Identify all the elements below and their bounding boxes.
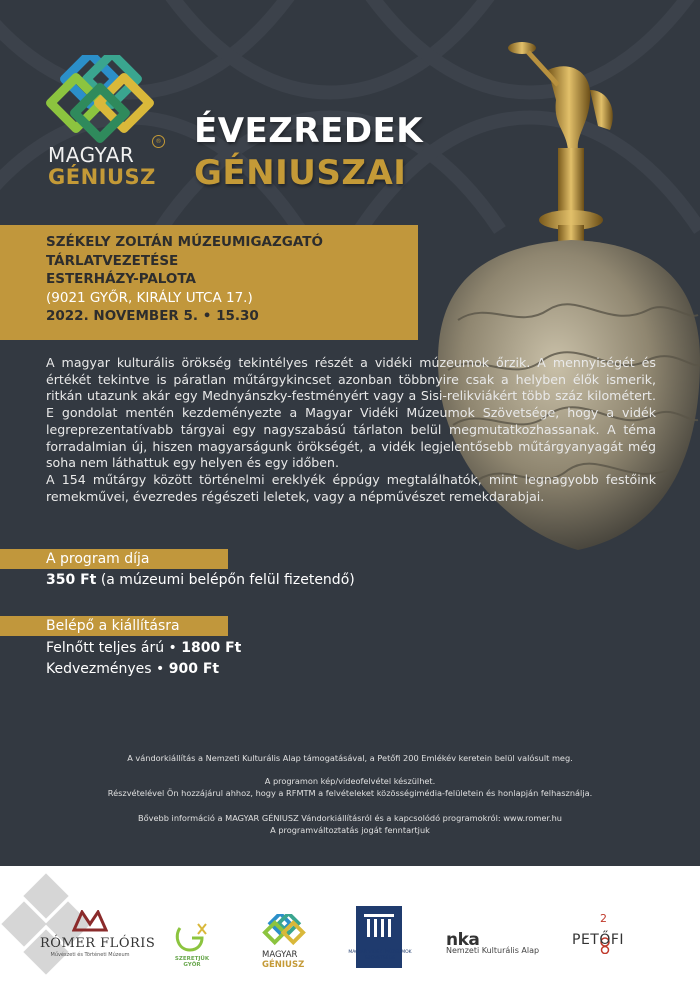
- description-paragraph-2: A 154 műtárgy között történelmi ereklyék éppúgy megtalálhatók, mint legnagyobb festőink remekművei, évezredes régészeti leletek, vagy a népművészet remekdarabjai.: [46, 471, 656, 504]
- petofi-logo-text: PETŐFI: [572, 932, 625, 948]
- support-note: A vándorkiállítás a Nemzeti Kulturális Alap támogatásával, a Petőfi 200 Emlékév keretein belül valósult meg.: [127, 753, 573, 763]
- svg-text:2: 2: [600, 912, 607, 925]
- recording-note-2: Részvételével Ön hozzájárul ahhoz, hogy a RFMTM a felvételeket közösségimédia-felületein és honlapján felhasználja.: [107, 788, 593, 798]
- event-datetime: 2022. NOVEMBER 5. • 15.30: [46, 308, 259, 324]
- brand-geniusz: GÉNIUSZ: [48, 165, 156, 189]
- registered-mark: ®: [152, 135, 165, 148]
- exhibition-description: [46, 355, 656, 505]
- mg-small-line-2: GÉNIUSZ: [262, 960, 305, 970]
- mvmsz-text: MAGYAR VIDÉKI MÚZEUMOK SZÖVETSÉGE: [348, 950, 412, 961]
- mg-small-line-1: MAGYAR: [262, 950, 298, 960]
- event-type: TÁRLATVEZETÉSE: [46, 252, 179, 269]
- knot-icon: [44, 55, 156, 143]
- changes-note: A programváltoztatás jogát fenntartjuk: [270, 825, 430, 835]
- event-guide: SZÉKELY ZOLTÁN MÚZEUMIGAZGATÓ: [46, 234, 323, 250]
- event-address: (9021 GYŐR, KIRÁLY UTCA 17.): [46, 289, 253, 306]
- szeretjuk-gyor-text: SZERETJÜK GYŐR: [174, 956, 210, 968]
- adult-ticket-line: [46, 640, 241, 656]
- columns-icon: [356, 906, 402, 946]
- sponsor-footer: [0, 866, 700, 993]
- program-note: (a múzeumi belépőn felül fizetendő): [100, 572, 355, 588]
- romer-logo-text: RÓMER FLÓRIS: [40, 936, 156, 951]
- reduced-ticket-line: [46, 661, 219, 677]
- recording-note-1: A programon kép/videofelvétel készülhet.: [264, 776, 436, 786]
- title-line-1: ÉVEZREDEK: [194, 111, 424, 151]
- adult-ticket-price: 1800 Ft: [181, 640, 242, 656]
- ticket-label: Belépő a kiállításra: [0, 616, 228, 636]
- nka-logo-subtitle: Nemzeti Kulturális Alap: [446, 946, 540, 955]
- brand-magyar: MAGYAR: [48, 143, 135, 167]
- nka-logo-text: nka: [446, 930, 480, 950]
- romer-logo-subtitle: Művészeti és Történeti Múzeum: [50, 952, 130, 958]
- reduced-ticket-label: Kedvezményes •: [46, 661, 165, 677]
- magyar-geniusz-small-icon: [262, 914, 306, 948]
- exhibition-title: [194, 110, 423, 194]
- program-fee-label: A program díja: [0, 549, 228, 569]
- program-price: 350 Ft: [46, 572, 97, 588]
- reduced-ticket-price: 900 Ft: [168, 661, 220, 677]
- event-info-box: [0, 225, 418, 340]
- romer-crest-icon: [72, 910, 108, 932]
- event-venue: ESTERHÁZY-PALOTA: [46, 271, 197, 287]
- description-paragraph-1: A magyar kulturális örökség tekintélyes részét a vidéki múzeumok őrzik. A mennyiségét és értékét tekintve is páratlan műtárgykincset azonban többnyire csak a helyben élők ismerik, ritkán utazunk akár egy Mednyánszky-festményért vagy a Sisi-relikviákért több száz kilométert. E gondolat mentén kezdeményezte a Magyar Vidéki Múzeumok Szövetsége, hogy a vidék legreprezentatívabb tárgyai egy nagyszabású tárlaton belül megmutatkozhassanak. A téma forradalmian új, hiszen magyarságunk örökségét, a vidék legjelentősebb műtárgyanyagát még soha nem láthattuk egy helyen és egy időben.: [46, 355, 656, 471]
- szeretjuk-gyor-icon: [172, 920, 212, 956]
- adult-ticket-label: Felnőtt teljes árú •: [46, 640, 177, 656]
- title-line-2: GÉNIUSZAI: [194, 153, 407, 193]
- info-note: Bővebb információ a MAGYAR GÉNIUSZ Vándorkiállításról és a kapcsolódó programokról: www.romer.hu: [138, 813, 562, 823]
- magyar-geniusz-logo: [44, 55, 174, 189]
- program-fee-line: [46, 572, 355, 588]
